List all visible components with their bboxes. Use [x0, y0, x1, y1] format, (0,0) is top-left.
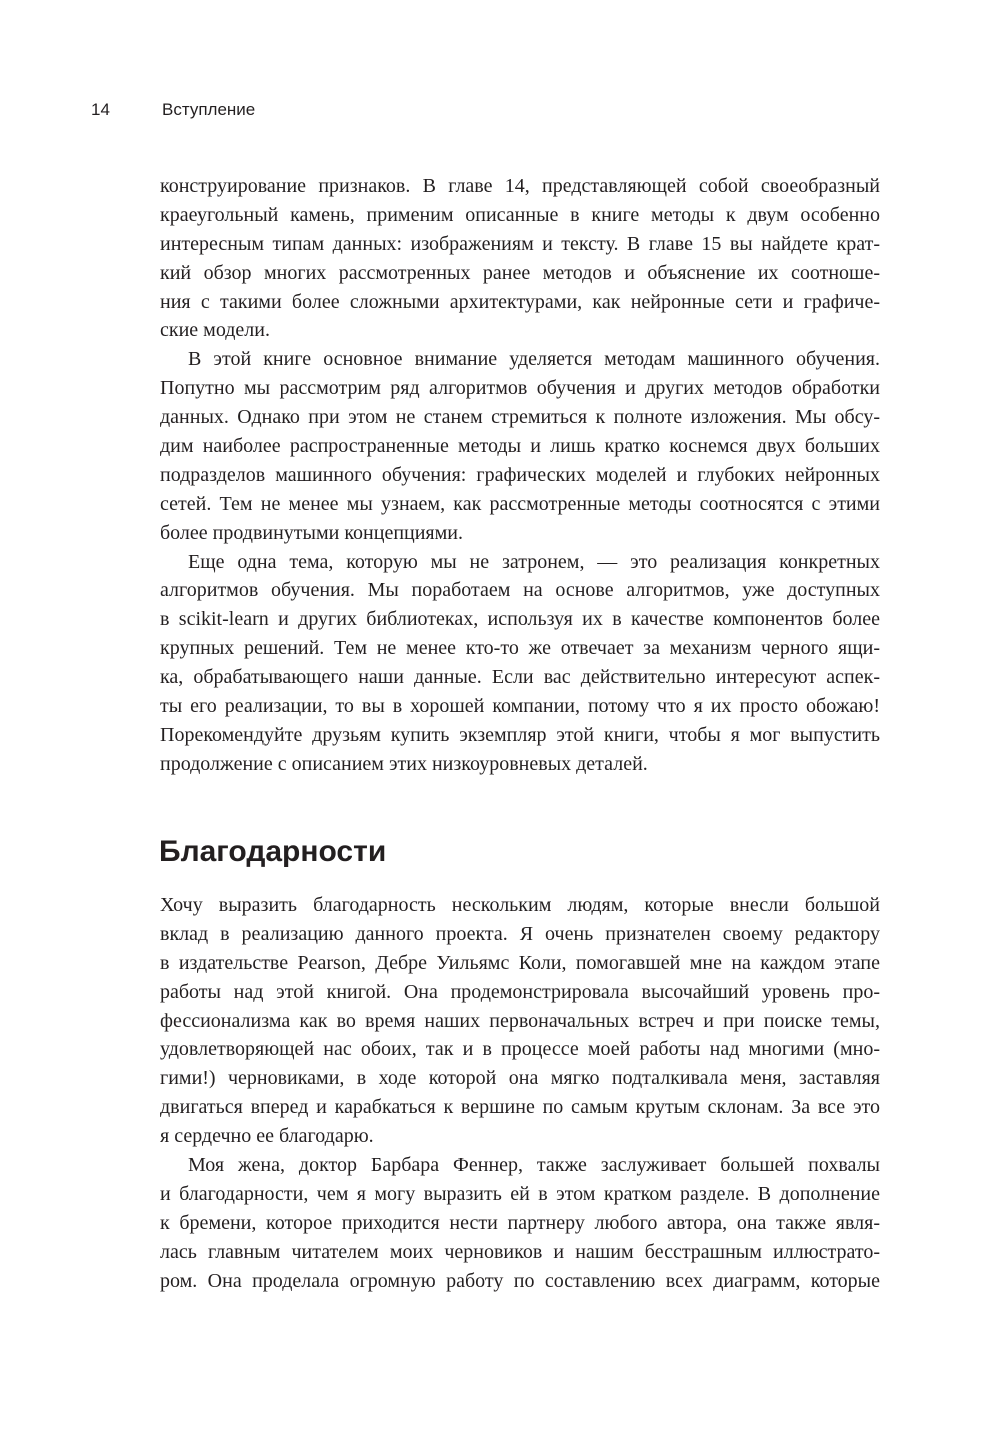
- text-line: ские модели.: [160, 319, 270, 342]
- text-line: продолжение с описанием этих низкоуровневых деталей.: [160, 752, 648, 775]
- text-line: гими!) черновиками, в ходе которой она мягко подталкивала меня, заставляя: [160, 1067, 880, 1090]
- text-line: сетей. Тем не менее мы узнаем, как рассмотренные методы соотносятся с этими: [160, 492, 880, 515]
- text-line: дим наиболее распространенные методы и лишь кратко коснемся двух больших: [160, 435, 880, 458]
- text-line: фессионализма как во время наших первоначальных встреч и при поиске темы,: [160, 1009, 880, 1032]
- text-line: краеугольный камень, применим описанные в книге методы к двум особенно: [160, 203, 880, 226]
- text-line: подразделов машинного обучения: графических моделей и глубоких нейронных: [160, 463, 880, 486]
- text-line: и благодарности, чем я могу выразить ей в этом кратком разделе. В дополнение: [160, 1182, 880, 1205]
- paragraph: [160, 548, 880, 779]
- text-line: алгоритмов обучения. Мы поработаем на основе алгоритмов, уже доступных: [160, 579, 880, 602]
- text-line: в издательстве Pearson, Дебре Уильямс Коли, помогавшей мне на каждом этапе: [160, 951, 880, 974]
- text-line: интересным типам данных: изображениям и тексту. В главе 15 вы найдете крат-: [160, 232, 880, 255]
- text-line: В этой книге основное внимание уделяется методам машинного обучения.: [188, 348, 880, 371]
- paragraph: [160, 172, 880, 345]
- acknowledgements-text: [160, 891, 880, 1295]
- text-line: Моя жена, доктор Барбара Феннер, также заслуживает большей похвалы: [188, 1154, 880, 1177]
- paragraph: [160, 891, 880, 1151]
- text-line: двигаться вперед и карабкаться к вершине по самым крутым склонам. За все это: [160, 1096, 880, 1119]
- text-line: к бремени, которое приходится нести партнеру любого автора, она также явля-: [160, 1211, 880, 1234]
- text-line: крупных решений. Тем не менее кто-то же отвечает за механизм черного ящи-: [160, 637, 880, 660]
- text-line: Порекомендуйте друзьям купить экземпляр этой книги, чтобы я мог выпустить: [160, 723, 880, 746]
- intro-text: [160, 172, 880, 779]
- page-number: 14: [91, 100, 110, 119]
- text-line: я сердечно ее благодарю.: [160, 1125, 374, 1148]
- text-line: лась главным читателем моих черновиков и нашим бесстрашным иллюстрато-: [160, 1240, 880, 1263]
- paragraph: [160, 345, 880, 547]
- text-line: более продвинутыми концепциями.: [160, 521, 463, 544]
- text-line: данных. Однако при этом не станем стремиться к полноте изложения. Мы обсу-: [160, 406, 880, 429]
- text-line: вклад в реализацию данного проекта. Я очень признателен своему редактору: [160, 922, 880, 945]
- text-line: кий обзор многих рассмотренных ранее методов и объяснение их соотноше-: [160, 261, 880, 284]
- text-line: ка, обрабатывающего наши данные. Если вас действительно интересуют аспек-: [160, 666, 880, 689]
- text-line: удовлетворяющей нас обоих, так и в процессе моей работы над многими (мно-: [160, 1038, 880, 1061]
- text-line: ром. Она проделала огромную работу по составлению всех диаграмм, которые: [160, 1269, 880, 1292]
- text-line: Еще одна тема, которую мы не затронем, — это реализация конкретных: [188, 550, 880, 573]
- chapter-title: Вступление: [162, 100, 256, 119]
- text-line: ты его реализации, то вы в хорошей компании, потому что я их просто обожаю!: [160, 695, 880, 718]
- text-line: Попутно мы рассмотрим ряд алгоритмов обучения и других методов обработки: [160, 377, 880, 400]
- section-heading: Благодарности: [159, 835, 387, 868]
- text-line: конструирование признаков. В главе 14, представляющей собой своеобразный: [160, 175, 880, 197]
- paragraph: [160, 1151, 880, 1295]
- text-line: Хочу выразить благодарность нескольким людям, которые внесли большой: [160, 894, 880, 916]
- text-line: в scikit-learn и других библиотеках, используя их в качестве компонентов более: [160, 608, 880, 631]
- text-line: работы над этой книгой. Она продемонстрировала высочайший уровень про-: [160, 980, 880, 1003]
- text-line: ния с такими более сложными архитектурами, как нейронные сети и графиче-: [160, 290, 880, 313]
